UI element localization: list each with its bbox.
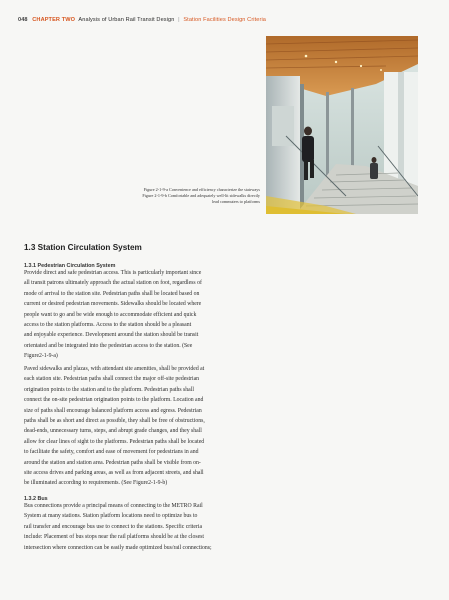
text-line: connect the on-site pedestrian origination points to the platform. Location and — [24, 397, 204, 404]
paragraph-bus-1 — [24, 501, 418, 553]
text-line: access to the station platforms. Access to the station should be a pleasant — [24, 322, 192, 329]
text-line: dead-ends, unnecessary turns, steps, and abrupt grade changes, and they shall — [24, 428, 202, 435]
station-stairway-photo — [266, 36, 418, 214]
text-line: include: Placement of bus stops near the rail platforms should be at the closest — [24, 534, 204, 541]
subsection-heading-pedestrian: 1.3.1 Pedestrian Circulation System — [24, 263, 116, 269]
text-line: intersection where connection can be easily made optimized bus/rail connections; — [24, 544, 212, 551]
text-line: Bus connections provide a principal means of connecting to the METRO Rail — [24, 503, 203, 509]
text-line: to facilitate the safety, comfort and ease of movement for pedestrians in and — [24, 449, 199, 456]
text-line: all transit patrons ultimately approach the actual station on foot, regardless of — [24, 280, 202, 287]
text-line: orientated and be integrated into the pedestrian access to the station. (See — [24, 342, 193, 349]
caption-line: lead commuters to platforms — [211, 199, 260, 205]
text-line: around the station and station area. Pedestrian paths shall be visible from on- — [24, 459, 201, 466]
subsection-heading-bus: 1.3.2 Bus — [24, 496, 48, 502]
text-line: people want to go and be wide enough to accommodate efficient and quick — [24, 311, 197, 318]
paragraph-pedestrian-2 — [24, 364, 418, 489]
text-line: be illuminated according to requirements. (See Figure2-1-9-b) — [24, 480, 168, 487]
text-line: site access drives and parking areas, as well as from adjacent streets, and shall — [24, 470, 204, 477]
text-line: and enjoyable experience. Development around the station should be transit — [24, 332, 199, 339]
text-line: current or desired pedestrian movements. Sidewalks should be located where — [24, 301, 202, 308]
chapter-label: CHAPTER TWO — [32, 17, 76, 23]
text-line: Provide direct and safe pedestrian access. This is particularly important since — [24, 270, 202, 276]
text-line: origination points to the station and to the platform. Pedestrian paths shall — [24, 386, 194, 393]
text-line: mode of arrival to the station site. Pedestrian paths shall be located based on — [24, 290, 200, 297]
paragraph-pedestrian-1 — [24, 268, 418, 362]
header-separator: | — [178, 17, 180, 23]
text-line: rail transfer and encourage bus use to connect to the stations. Specific criteria — [24, 523, 203, 530]
text-line: Paved sidewalks and plazas, with attendant site amenities, shall be provided at — [24, 366, 205, 372]
text-line: each station site. Pedestrian paths shall connect the major off-site pedestrian — [24, 376, 200, 383]
text-line: allow for clear lines of sight to the platforms. Pedestrian paths shall be located — [24, 438, 205, 445]
section-title: Station Facilities Design Criteria — [183, 17, 267, 23]
text-line: Figure2-1-9-a) — [24, 353, 58, 360]
figure-caption — [140, 187, 260, 206]
section-heading: 1.3 Station Circulation System — [24, 243, 142, 252]
caption-line: Figure 2-1-9-b Comfortable and adequately well-lit sidewalks directly — [142, 193, 260, 199]
page-number: 048 — [18, 17, 28, 23]
text-line: System at many stations. Station platform locations need to optimize bus to — [24, 513, 198, 520]
chapter-title: Analysis of Urban Rail Transit Design — [78, 17, 175, 23]
text-line: size of paths shall encourage balanced platform access and egress. Pedestrian — [24, 407, 202, 414]
caption-line: Figure 2-1-9-a Convenience and efficiency characterize the stairways — [143, 187, 260, 192]
running-header — [18, 17, 266, 23]
text-line: paths shall be as short and direct as possible, they shall be free of obstructions, — [24, 418, 205, 425]
